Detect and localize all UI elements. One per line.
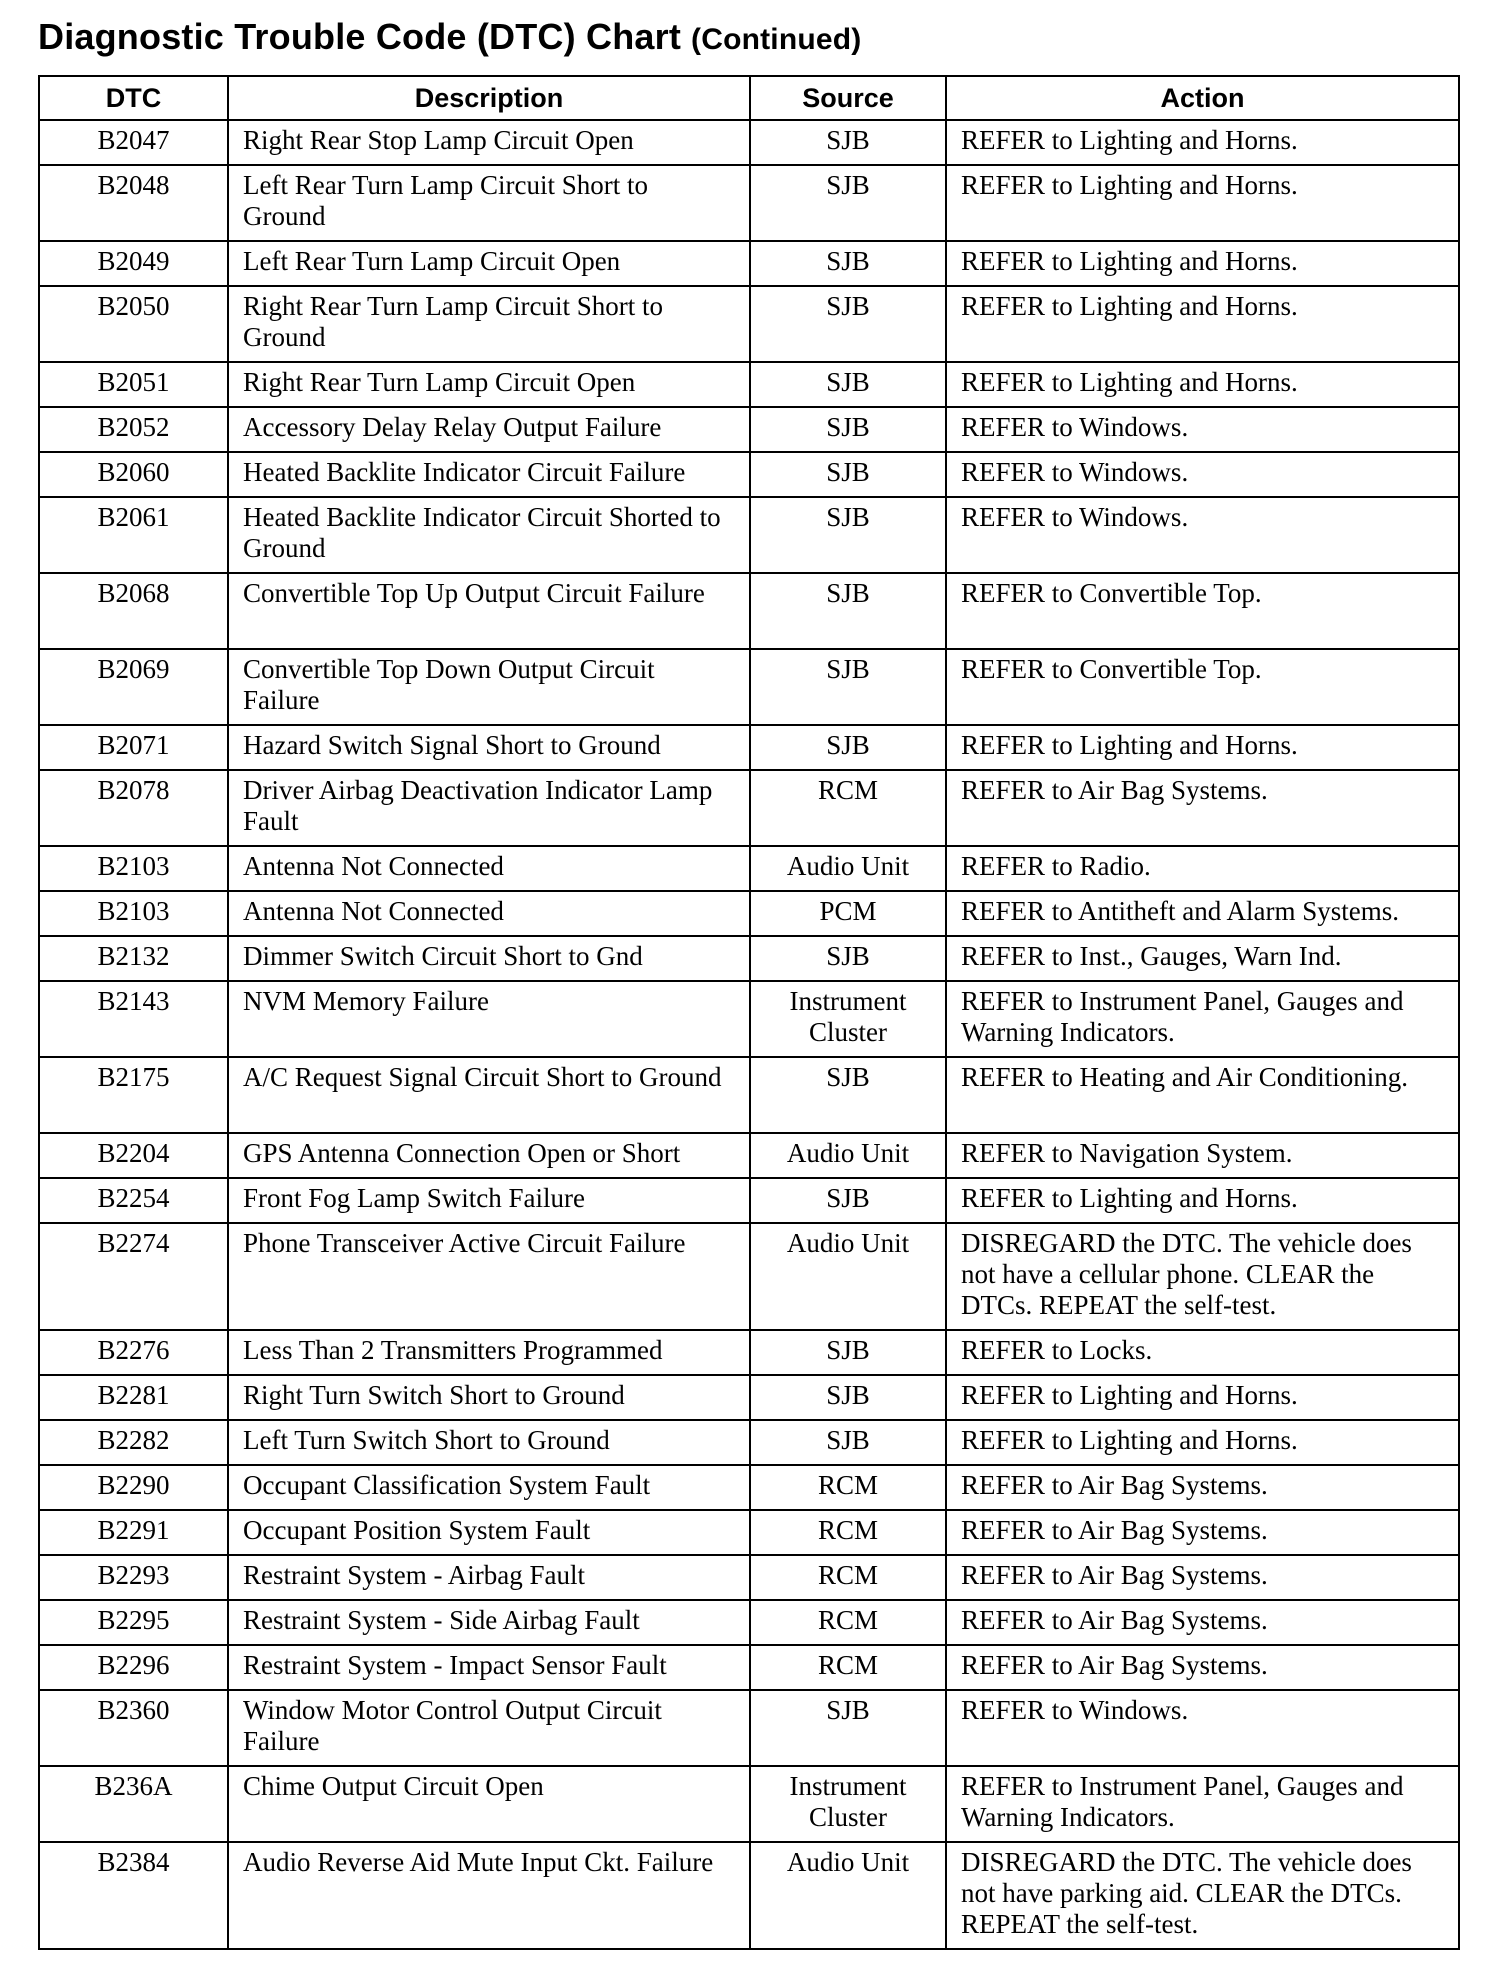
action-cell: REFER to Lighting and Horns.	[946, 241, 1459, 286]
source-cell: SJB	[750, 573, 946, 649]
table-row	[39, 1766, 1459, 1842]
dtc-cell: B2050	[39, 286, 228, 362]
description-cell: GPS Antenna Connection Open or Short	[228, 1133, 750, 1178]
description-cell: Left Rear Turn Lamp Circuit Open	[228, 241, 750, 286]
description-cell: NVM Memory Failure	[228, 981, 750, 1057]
table-row	[39, 362, 1459, 407]
action-cell: REFER to Instrument Panel, Gauges and Warning Indicators.	[946, 981, 1459, 1057]
description-cell: A/C Request Signal Circuit Short to Ground	[228, 1057, 750, 1133]
source-cell: RCM	[750, 770, 946, 846]
table-row	[39, 286, 1459, 362]
action-cell: REFER to Windows.	[946, 407, 1459, 452]
action-cell: REFER to Lighting and Horns.	[946, 362, 1459, 407]
description-cell: Heated Backlite Indicator Circuit Shorted to Ground	[228, 497, 750, 573]
dtc-cell: B2360	[39, 1690, 228, 1766]
action-cell: REFER to Windows.	[946, 452, 1459, 497]
description-cell: Antenna Not Connected	[228, 891, 750, 936]
table-row	[39, 120, 1459, 165]
table-row	[39, 452, 1459, 497]
action-cell: REFER to Radio.	[946, 846, 1459, 891]
table-row	[39, 981, 1459, 1057]
description-cell: Restraint System - Impact Sensor Fault	[228, 1645, 750, 1690]
dtc-cell: B2296	[39, 1645, 228, 1690]
dtc-cell: B2103	[39, 846, 228, 891]
source-cell: SJB	[750, 1057, 946, 1133]
description-cell: Convertible Top Up Output Circuit Failure	[228, 573, 750, 649]
description-cell: Antenna Not Connected	[228, 846, 750, 891]
column-header-description: Description	[228, 76, 750, 120]
page-title-main: Diagnostic Trouble Code (DTC) Chart	[38, 16, 682, 57]
table-row	[39, 1510, 1459, 1555]
source-cell: SJB	[750, 120, 946, 165]
source-cell: SJB	[750, 165, 946, 241]
dtc-cell: B2276	[39, 1330, 228, 1375]
table-row	[39, 165, 1459, 241]
source-cell: RCM	[750, 1645, 946, 1690]
source-cell: Instrument Cluster	[750, 981, 946, 1057]
table-row	[39, 1645, 1459, 1690]
table-row	[39, 1420, 1459, 1465]
table-row	[39, 241, 1459, 286]
dtc-cell: B2061	[39, 497, 228, 573]
action-cell: REFER to Inst., Gauges, Warn Ind.	[946, 936, 1459, 981]
description-cell: Front Fog Lamp Switch Failure	[228, 1178, 750, 1223]
dtc-cell: B2282	[39, 1420, 228, 1465]
dtc-cell: B2132	[39, 936, 228, 981]
table-row	[39, 846, 1459, 891]
action-cell: REFER to Lighting and Horns.	[946, 725, 1459, 770]
action-cell: REFER to Air Bag Systems.	[946, 1510, 1459, 1555]
dtc-cell: B2204	[39, 1133, 228, 1178]
action-cell: REFER to Lighting and Horns.	[946, 1375, 1459, 1420]
column-header-dtc: DTC	[39, 76, 228, 120]
table-row	[39, 573, 1459, 649]
dtc-cell: B2069	[39, 649, 228, 725]
dtc-cell: B2143	[39, 981, 228, 1057]
source-cell: SJB	[750, 725, 946, 770]
description-cell: Occupant Position System Fault	[228, 1510, 750, 1555]
description-cell: Accessory Delay Relay Output Failure	[228, 407, 750, 452]
source-cell: SJB	[750, 407, 946, 452]
source-cell: RCM	[750, 1465, 946, 1510]
action-cell: REFER to Navigation System.	[946, 1133, 1459, 1178]
source-cell: SJB	[750, 497, 946, 573]
action-cell: REFER to Lighting and Horns.	[946, 120, 1459, 165]
source-cell: Audio Unit	[750, 1223, 946, 1330]
action-cell: REFER to Convertible Top.	[946, 649, 1459, 725]
action-cell: REFER to Antitheft and Alarm Systems.	[946, 891, 1459, 936]
dtc-cell: B2274	[39, 1223, 228, 1330]
table-row	[39, 891, 1459, 936]
source-cell: Audio Unit	[750, 1133, 946, 1178]
description-cell: Right Turn Switch Short to Ground	[228, 1375, 750, 1420]
table-row	[39, 1465, 1459, 1510]
table-row	[39, 1330, 1459, 1375]
source-cell: SJB	[750, 649, 946, 725]
dtc-cell: B2048	[39, 165, 228, 241]
description-cell: Right Rear Turn Lamp Circuit Short to Ground	[228, 286, 750, 362]
action-cell: REFER to Air Bag Systems.	[946, 1645, 1459, 1690]
dtc-cell: B2049	[39, 241, 228, 286]
source-cell: SJB	[750, 1690, 946, 1766]
action-cell: REFER to Instrument Panel, Gauges and Warning Indicators.	[946, 1766, 1459, 1842]
dtc-cell: B2060	[39, 452, 228, 497]
description-cell: Hazard Switch Signal Short to Ground	[228, 725, 750, 770]
action-cell: REFER to Windows.	[946, 497, 1459, 573]
dtc-cell: B2068	[39, 573, 228, 649]
dtc-cell: B2071	[39, 725, 228, 770]
dtc-cell: B2293	[39, 1555, 228, 1600]
source-cell: SJB	[750, 936, 946, 981]
dtc-cell: B2254	[39, 1178, 228, 1223]
dtc-cell: B2078	[39, 770, 228, 846]
description-cell: Dimmer Switch Circuit Short to Gnd	[228, 936, 750, 981]
column-header-source: Source	[750, 76, 946, 120]
source-cell: SJB	[750, 1420, 946, 1465]
source-cell: Audio Unit	[750, 846, 946, 891]
action-cell: DISREGARD the DTC. The vehicle does not have a cellular phone. CLEAR the DTCs. REPEAT the self-test.	[946, 1223, 1459, 1330]
source-cell: RCM	[750, 1510, 946, 1555]
table-row	[39, 1690, 1459, 1766]
table-row	[39, 1133, 1459, 1178]
source-cell: SJB	[750, 286, 946, 362]
table-row	[39, 770, 1459, 846]
table-row	[39, 407, 1459, 452]
source-cell: PCM	[750, 891, 946, 936]
dtc-cell: B236A	[39, 1766, 228, 1842]
description-cell: Occupant Classification System Fault	[228, 1465, 750, 1510]
action-cell: REFER to Air Bag Systems.	[946, 1600, 1459, 1645]
table-row	[39, 725, 1459, 770]
source-cell: SJB	[750, 452, 946, 497]
description-cell: Window Motor Control Output Circuit Failure	[228, 1690, 750, 1766]
source-cell: RCM	[750, 1555, 946, 1600]
description-cell: Heated Backlite Indicator Circuit Failure	[228, 452, 750, 497]
table-row	[39, 1223, 1459, 1330]
source-cell: Instrument Cluster	[750, 1766, 946, 1842]
action-cell: REFER to Air Bag Systems.	[946, 1555, 1459, 1600]
table-row	[39, 1842, 1459, 1949]
description-cell: Phone Transceiver Active Circuit Failure	[228, 1223, 750, 1330]
dtc-cell: B2103	[39, 891, 228, 936]
table-row	[39, 1375, 1459, 1420]
dtc-cell: B2052	[39, 407, 228, 452]
description-cell: Audio Reverse Aid Mute Input Ckt. Failure	[228, 1842, 750, 1949]
source-cell: SJB	[750, 241, 946, 286]
page-title	[38, 16, 862, 58]
action-cell: REFER to Locks.	[946, 1330, 1459, 1375]
action-cell: REFER to Lighting and Horns.	[946, 165, 1459, 241]
table-row	[39, 936, 1459, 981]
table-row	[39, 1178, 1459, 1223]
action-cell: REFER to Lighting and Horns.	[946, 1178, 1459, 1223]
dtc-table	[38, 75, 1460, 1950]
action-cell: REFER to Air Bag Systems.	[946, 1465, 1459, 1510]
action-cell: REFER to Lighting and Horns.	[946, 286, 1459, 362]
action-cell: REFER to Heating and Air Conditioning.	[946, 1057, 1459, 1133]
action-cell: REFER to Windows.	[946, 1690, 1459, 1766]
dtc-cell: B2047	[39, 120, 228, 165]
source-cell: RCM	[750, 1600, 946, 1645]
table-row	[39, 1057, 1459, 1133]
dtc-cell: B2281	[39, 1375, 228, 1420]
table-header-row	[39, 76, 1459, 120]
action-cell: REFER to Convertible Top.	[946, 573, 1459, 649]
description-cell: Left Turn Switch Short to Ground	[228, 1420, 750, 1465]
dtc-cell: B2175	[39, 1057, 228, 1133]
description-cell: Restraint System - Airbag Fault	[228, 1555, 750, 1600]
source-cell: SJB	[750, 1375, 946, 1420]
dtc-cell: B2384	[39, 1842, 228, 1949]
source-cell: SJB	[750, 1330, 946, 1375]
source-cell: Audio Unit	[750, 1842, 946, 1949]
description-cell: Restraint System - Side Airbag Fault	[228, 1600, 750, 1645]
table-row	[39, 497, 1459, 573]
page-title-suffix: (Continued)	[691, 23, 862, 56]
description-cell: Chime Output Circuit Open	[228, 1766, 750, 1842]
description-cell: Convertible Top Down Output Circuit Failure	[228, 649, 750, 725]
description-cell: Left Rear Turn Lamp Circuit Short to Ground	[228, 165, 750, 241]
table-row	[39, 649, 1459, 725]
action-cell: DISREGARD the DTC. The vehicle does not have parking aid. CLEAR the DTCs. REPEAT the self-test.	[946, 1842, 1459, 1949]
dtc-cell: B2295	[39, 1600, 228, 1645]
action-cell: REFER to Lighting and Horns.	[946, 1420, 1459, 1465]
source-cell: SJB	[750, 362, 946, 407]
source-cell: SJB	[750, 1178, 946, 1223]
table-row	[39, 1600, 1459, 1645]
dtc-cell: B2290	[39, 1465, 228, 1510]
action-cell: REFER to Air Bag Systems.	[946, 770, 1459, 846]
dtc-cell: B2291	[39, 1510, 228, 1555]
description-cell: Driver Airbag Deactivation Indicator Lamp Fault	[228, 770, 750, 846]
description-cell: Less Than 2 Transmitters Programmed	[228, 1330, 750, 1375]
description-cell: Right Rear Stop Lamp Circuit Open	[228, 120, 750, 165]
column-header-action: Action	[946, 76, 1459, 120]
table-row	[39, 1555, 1459, 1600]
description-cell: Right Rear Turn Lamp Circuit Open	[228, 362, 750, 407]
dtc-cell: B2051	[39, 362, 228, 407]
